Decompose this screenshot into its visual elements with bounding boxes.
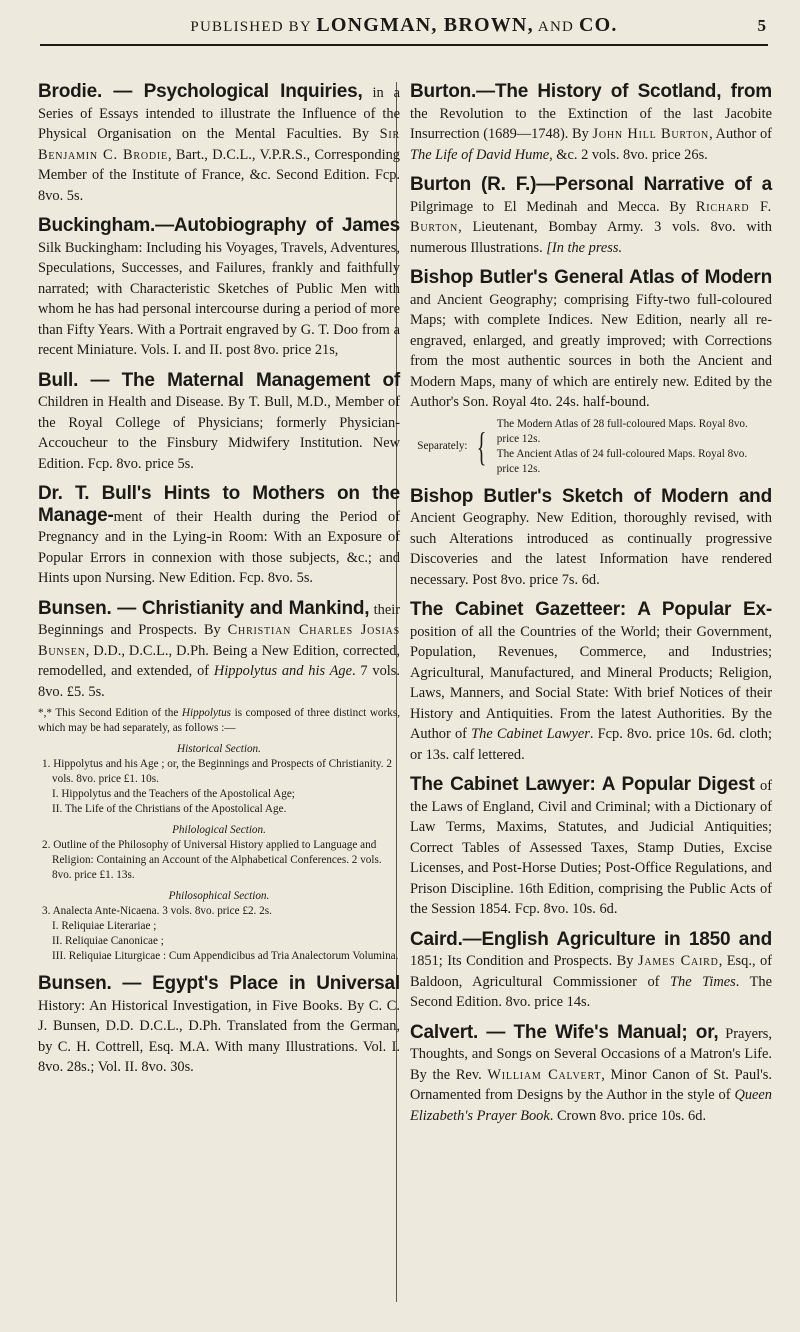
entry-cabinet-gazetteer: The Cabinet Gazetteer: A Popular Ex-position of all the Countries of the World; their Government, Population, Revenues, Commerce, and Industries; Agricultural, Manufactured, and Mineral Products; Religion, Laws, Manners, and Social State: With brief Notices of their History and Antiquities. From the latest Authorities. By the Author of The Cabinet Lawyer. Fcp. 8vo. price 10s. 6d. cloth; or 13s. calf lettered.	[410, 599, 772, 763]
entry-heading: Bishop Butler's Sketch of Modern and	[410, 485, 772, 507]
page-number: 5	[757, 16, 766, 35]
entry-butler-atlas: Bishop Butler's General Atlas of Modern and Ancient Geography; comprising Fifty-two full-coloured Maps; with complete Indices. New Edition, nearly all re-engraved, enlarged, and greatly improved; with Corrections from the most authentic sources in both the Ancient and Modern Maps, many of which are entirely new. Edited by the Author's Son. Royal 4to. 24s. half-bound.	[410, 267, 772, 410]
brace-glyph: {	[476, 423, 486, 469]
note-item: 2. Outline of the Philosophy of Universal History applied to Language and Religion: Containing an Account of the Alphabetical Conferences. 2 vols. 8vo. price £1. 13s.	[42, 839, 382, 881]
entry-title: The Times	[670, 973, 736, 990]
entry-bull: Bull. — The Maternal Management of Children in Health and Disease. By T. Bull, M.D., Member of the Royal College of Physicians; formerly Physician-Accoucheur to the Finsbury Midwifery Institution. New Edition. Fcp. 8vo. price 5s.	[38, 369, 400, 472]
entry-heading: Bunsen. — Egypt's Place in Universal	[38, 973, 400, 994]
header-rule	[40, 44, 768, 46]
publisher-co: CO.	[578, 14, 618, 36]
left-column	[38, 82, 400, 1088]
entry-bunsen-christianity: Bunsen. — Christianity and Mankind, their Beginnings and Prospects. By Christian Charles Josias Bunsen, D.D., D.C.L., D.Ph. Being a New Edition, corrected, remodelled, and extended, of Hippolytus and his Age. 7 vols. 8vo. £5. 5s.	[38, 597, 400, 700]
bunsen-note: *,* This Second Edition of the Hippolytus is composed of three distinct works, which may be had separately, as follows :— Historical Section. 1. Hippolytus and his Age ; or, the Beginnings and Prospects of Christianity. 2 vols. 8vo. price £1. 10s. I. Hippolytus and the Teachers of the Apostolical Age; II. The Life of the Christians of the Apostolical Age. Philological Section. 2. Outline of the Philosophy of Universal History applied to Language and Religion: Containing an Account of the Alphabetical Conferences. 2 vols. 8vo. price £1. 13s. Philosophical Section. 3. Analecta Ante-Nicaena. 3 vols. 8vo. price £2. 2s. I. Reliquiae Literariae ; II. Reliquiae Canonicae ; III. Reliquiae Liturgicae : Cum Appendicibus ad Tria Analectorum Volumina.	[38, 707, 400, 962]
note-subitem: II. Reliquiae Canonicae ;	[52, 935, 164, 947]
note-item: 3. Analecta Ante-Nicaena. 3 vols. 8vo. price £2. 2s.	[42, 905, 272, 917]
publisher-and: AND	[537, 19, 575, 35]
entry-status: [In the press.	[546, 239, 623, 256]
entry-brodie: Brodie. — Psychological Inquiries, in a Series of Essays intended to illustrate the Influence of the Physical Organisation on the Mental Faculties. By Sir Benjamin C. Brodie, Bart., D.C.L., V.P.R.S., Corresponding Member of the Institute of France, &c. Second Edition. Fcp. 8vo. 5s.	[38, 81, 401, 204]
entry-heading: Brodie. — Psychological Inquiries,	[38, 81, 363, 102]
entry-title: Hippolytus and his Age	[213, 663, 352, 679]
note-section-title: Historical Section.	[177, 743, 261, 755]
entry-bunsen-egypt: Bunsen. — Egypt's Place in Universal History: An Historical Investigation, in Five Books. By C. C. J. Bunsen, D.D. D.C.L., D.Ph. Translated from the German, by C. H. Cottrell, Esq. M.A. With many Illustrations. Vol. I. 8vo. 28s.; Vol. II. 8vo. 30s.	[38, 973, 400, 1075]
entry-caird: Caird.—English Agriculture in 1850 and 1851; Its Condition and Prospects. By James Caird, Esq., of Baldoon, Agricultural Commissioner of The Times. The Second Edition. 8vo. price 14s.	[410, 928, 773, 1010]
entry-butler-sketch: Bishop Butler's Sketch of Modern and Ancient Geography. New Edition, thoroughly revised, with such Alterations introduced as continually progressive Discoveries and the latest Information have rendered necessary. Post 8vo. price 7s. 6d.	[410, 485, 772, 588]
entry-buckingham: Buckingham.—Autobiography of James Silk Buckingham: Including his Voyages, Travels, Adventures, Speculations, Successes, and Failures, frankly and faithfully narrated; with Characteristic Sketches of Public Men with whom he has had personal intercourse during a period of more than Fifty Years. With a Portrait engraved by G. T. Doo from a recent Miniature. Vols. I. and II. post 8vo. price 21s,	[38, 215, 400, 358]
entry-heading: Calvert. — The Wife's Manual; or,	[410, 1021, 719, 1043]
publisher-line	[40, 14, 768, 37]
entry-heading: Bishop Butler's General Atlas of Modern	[410, 267, 772, 288]
entry-heading: Bull. — The Maternal Management of	[38, 369, 400, 391]
entry-author: Sir Benjamin C. Brodie	[38, 126, 400, 163]
entry-title: The Life of David Hume	[410, 146, 550, 163]
note-subitem: III. Reliquiae Liturgicae : Cum Appendicibus ad Tria Analectorum Volumina.	[52, 950, 399, 962]
atlas-ancient-line: The Ancient Atlas of 24 full-coloured Maps. Royal 8vo. price 12s.	[496, 447, 748, 475]
note-subitem: I. Reliquiae Literariae ;	[52, 920, 157, 932]
entry-author: William Calvert	[487, 1066, 602, 1083]
note-item: 1. Hippolytus and his Age ; or, the Beginnings and Prospects of Christianity. 2 vols. 8vo. price £1. 10s.	[42, 758, 392, 785]
entry-burton-scotland: Burton.—The History of Scotland, from the Revolution to the Extinction of the last Jacobite Insurrection (1689—1748). By John Hill Burton, Author of The Life of David Hume, &c. 2 vols. 8vo. price 26s.	[410, 81, 772, 163]
entry-author: John Hill Burton	[592, 126, 710, 142]
note-subitem: II. The Life of the Christians of the Apostolical Age.	[52, 803, 287, 815]
entry-title: The Cabinet Lawyer	[471, 726, 590, 742]
publisher-name: LONGMAN, BROWN,	[316, 14, 534, 36]
entry-heading: The Cabinet Lawyer: A Popular Digest	[410, 774, 755, 795]
note-subitem: I. Hippolytus and the Teachers of the Apostolical Age;	[52, 788, 295, 800]
entry-bull-hints: Dr. T. Bull's Hints to Mothers on the Manage-ment of their Health during the Period of Pregnancy and in the Lying-in Room: With an Exposure of Popular Errors in connexion with those subjects, &c.; and Hints upon Nursing. New Edition. Fcp. 8vo. 5s.	[38, 483, 400, 586]
published-by: PUBLISHED BY	[190, 19, 312, 35]
entry-calvert: Calvert. — The Wife's Manual; or, Prayers, Thoughts, and Songs on Several Occasions of a Matron's Life. By the Rev. William Calvert, Minor Canon of St. Paul's. Ornamented from Designs by the Author in the style of Queen Elizabeth's Prayer Book. Crown 8vo. price 10s. 6d.	[410, 1021, 772, 1124]
running-header	[40, 14, 768, 44]
note-section-title: Philological Section.	[172, 824, 266, 836]
entry-heading: Burton (R. F.)—Personal Narrative of a	[410, 174, 772, 195]
entry-title: Queen Elizabeth's Prayer Book	[410, 1087, 772, 1124]
entry-heading: Caird.—English Agriculture in 1850 and	[410, 928, 772, 950]
atlas-modern-line: The Modern Atlas of 28 full-coloured Maps. Royal 8vo. price 12s.	[496, 417, 748, 445]
entry-author: Christian Charles Josias Bunsen	[38, 622, 400, 659]
entry-author: Richard F. Burton	[410, 198, 772, 235]
right-column	[410, 82, 772, 1136]
entry-cabinet-lawyer: The Cabinet Lawyer: A Popular Digest of the Laws of England, Civil and Criminal; with a Dictionary of Law Terms, Maxims, Statutes, and Judicial Antiquities; Correct Tables of Assessed Taxes, Stamp Duties, Excise Licenses, and Post-Horse Duties; Post-Office Regulations, and Prison Discipline. 16th Edition, comprising the Public Acts of the Session 1854. Fcp. 8vo. 10s. 6d.	[410, 774, 773, 917]
separately-label: Separately:	[417, 440, 468, 452]
entry-heading: Burton.—The History of Scotland, from	[410, 81, 772, 102]
entry-heading: Dr. T. Bull's Hints to Mothers on the Manage-	[38, 483, 400, 526]
entry-burton-pilgrimage: Burton (R. F.)—Personal Narrative of a Pilgrimage to El Medinah and Mecca. By Richard F. Burton, Lieutenant, Bombay Army. 3 vols. 8vo. with numerous Illustrations. [In the press.	[410, 174, 772, 256]
entry-heading: Buckingham.—Autobiography of James	[38, 215, 400, 236]
atlas-separately	[412, 417, 772, 477]
note-section-title: Philosophical Section.	[168, 890, 270, 902]
entry-author: James Caird	[637, 953, 719, 969]
entry-heading: The Cabinet Gazetteer: A Popular Ex-	[410, 599, 772, 620]
entry-heading: Bunsen. — Christianity and Mankind,	[38, 597, 370, 619]
